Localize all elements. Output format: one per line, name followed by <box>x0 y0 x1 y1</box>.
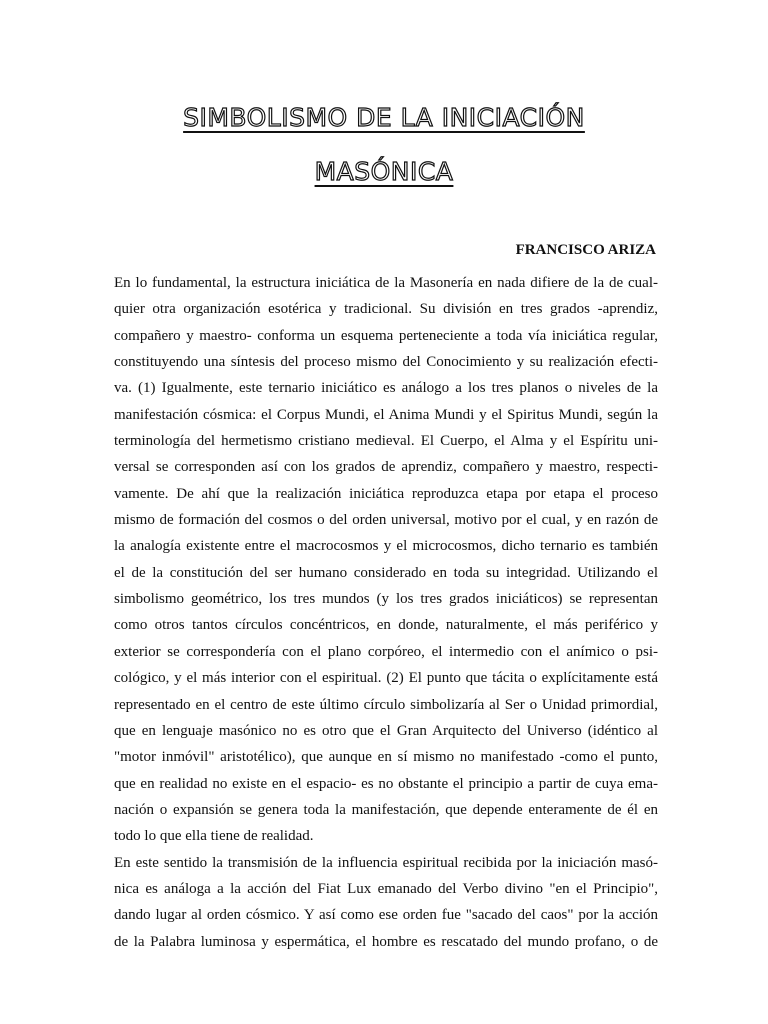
body-text-line: el de la constitución del ser humano considerado en toda su integridad. Utilizando el <box>114 564 658 581</box>
body-text-line: nación o expansión se genera toda la manifestación, que depende enteramente de él en <box>114 801 658 818</box>
body-text-line: representado en el centro de este último círculo simbolizaría al Ser o Unidad primordial, <box>114 696 658 713</box>
body-text-line: "motor inmóvil" aristotélico), que aunque en sí mismo no manifestado -como el punto, <box>114 749 658 766</box>
body-text-line: todo lo que ella tiene de realidad. <box>114 828 314 845</box>
body-text-line: simbolismo geométrico, los tres mundos (y los tres grados iniciáticos) se representan <box>114 591 658 608</box>
document-title-line-2: MASÓNICA <box>314 157 454 186</box>
document-body <box>114 270 658 955</box>
body-text-line: como otros tantos círculos concéntricos, en donde, naturalmente, el más periférico y <box>114 617 658 634</box>
body-text-line: vamente. De ahí que la realización iniciática reproduzca etapa por etapa el proceso <box>114 485 658 502</box>
body-text-line: nica es análoga a la acción del Fiat Lux emanado del Verbo divino "en el Principio", <box>114 880 658 897</box>
body-text-line: va. (1) Igualmente, este ternario iniciático es análogo a los tres planos o niveles de la <box>114 380 658 397</box>
body-text-line: compañero y maestro- conforma un esquema perteneciente a toda vía iniciática regular, <box>114 327 658 344</box>
document-title-line-1: SIMBOLISMO DE LA INICIACIÓN <box>183 103 585 132</box>
body-text-line: constituyendo una síntesis del proceso mismo del Conocimiento y su realización efecti- <box>114 354 658 371</box>
body-text-line: mismo de formación del cosmos o del orden universal, motivo por el cual, y en razón de <box>114 512 658 529</box>
author-name: FRANCISCO ARIZA <box>515 242 656 258</box>
body-text-line: terminología del hermetismo cristiano medieval. El Cuerpo, el Alma y el Espíritu uni- <box>114 433 658 450</box>
body-text-line: que en realidad no existe en el espacio- es no obstante el principio a partir de cuya ema- <box>114 775 658 792</box>
body-text-line: de la Palabra luminosa y espermática, el hombre es rescatado del mundo profano, o de <box>114 933 658 950</box>
body-text-line: versal se corresponden así con los grados de aprendiz, compañero y maestro, respecti- <box>114 459 658 476</box>
body-text-line: En lo fundamental, la estructura iniciática de la Masonería en nada difiere de la de cual- <box>114 275 658 291</box>
body-text-line: dando lugar al orden cósmico. Y así como ese orden fue "sacado del caos" por la acción <box>114 907 658 924</box>
body-text-line: la analogía existente entre el macrocosmos y el microcosmos, dicho ternario es también <box>114 538 658 555</box>
body-text-line: cológico, y el más interior con el espiritual. (2) El punto que tácita o explícitamente está <box>114 670 658 687</box>
body-text-line: manifestación cósmica: el Corpus Mundi, el Anima Mundi y el Spiritus Mundi, según la <box>114 406 658 423</box>
body-text-line: quier otra organización esotérica y tradicional. Su división en tres grados -aprendiz, <box>114 301 658 318</box>
body-text-line: exterior se correspondería con el plano corpóreo, el intermedio con el anímico o psi- <box>114 643 658 660</box>
body-text-line: En este sentido la transmisión de la influencia espiritual recibida por la iniciación masó- <box>114 854 658 871</box>
body-text-line: que en lenguaje masónico no es otro que el Gran Arquitecto del Universo (idéntico al <box>114 722 658 739</box>
